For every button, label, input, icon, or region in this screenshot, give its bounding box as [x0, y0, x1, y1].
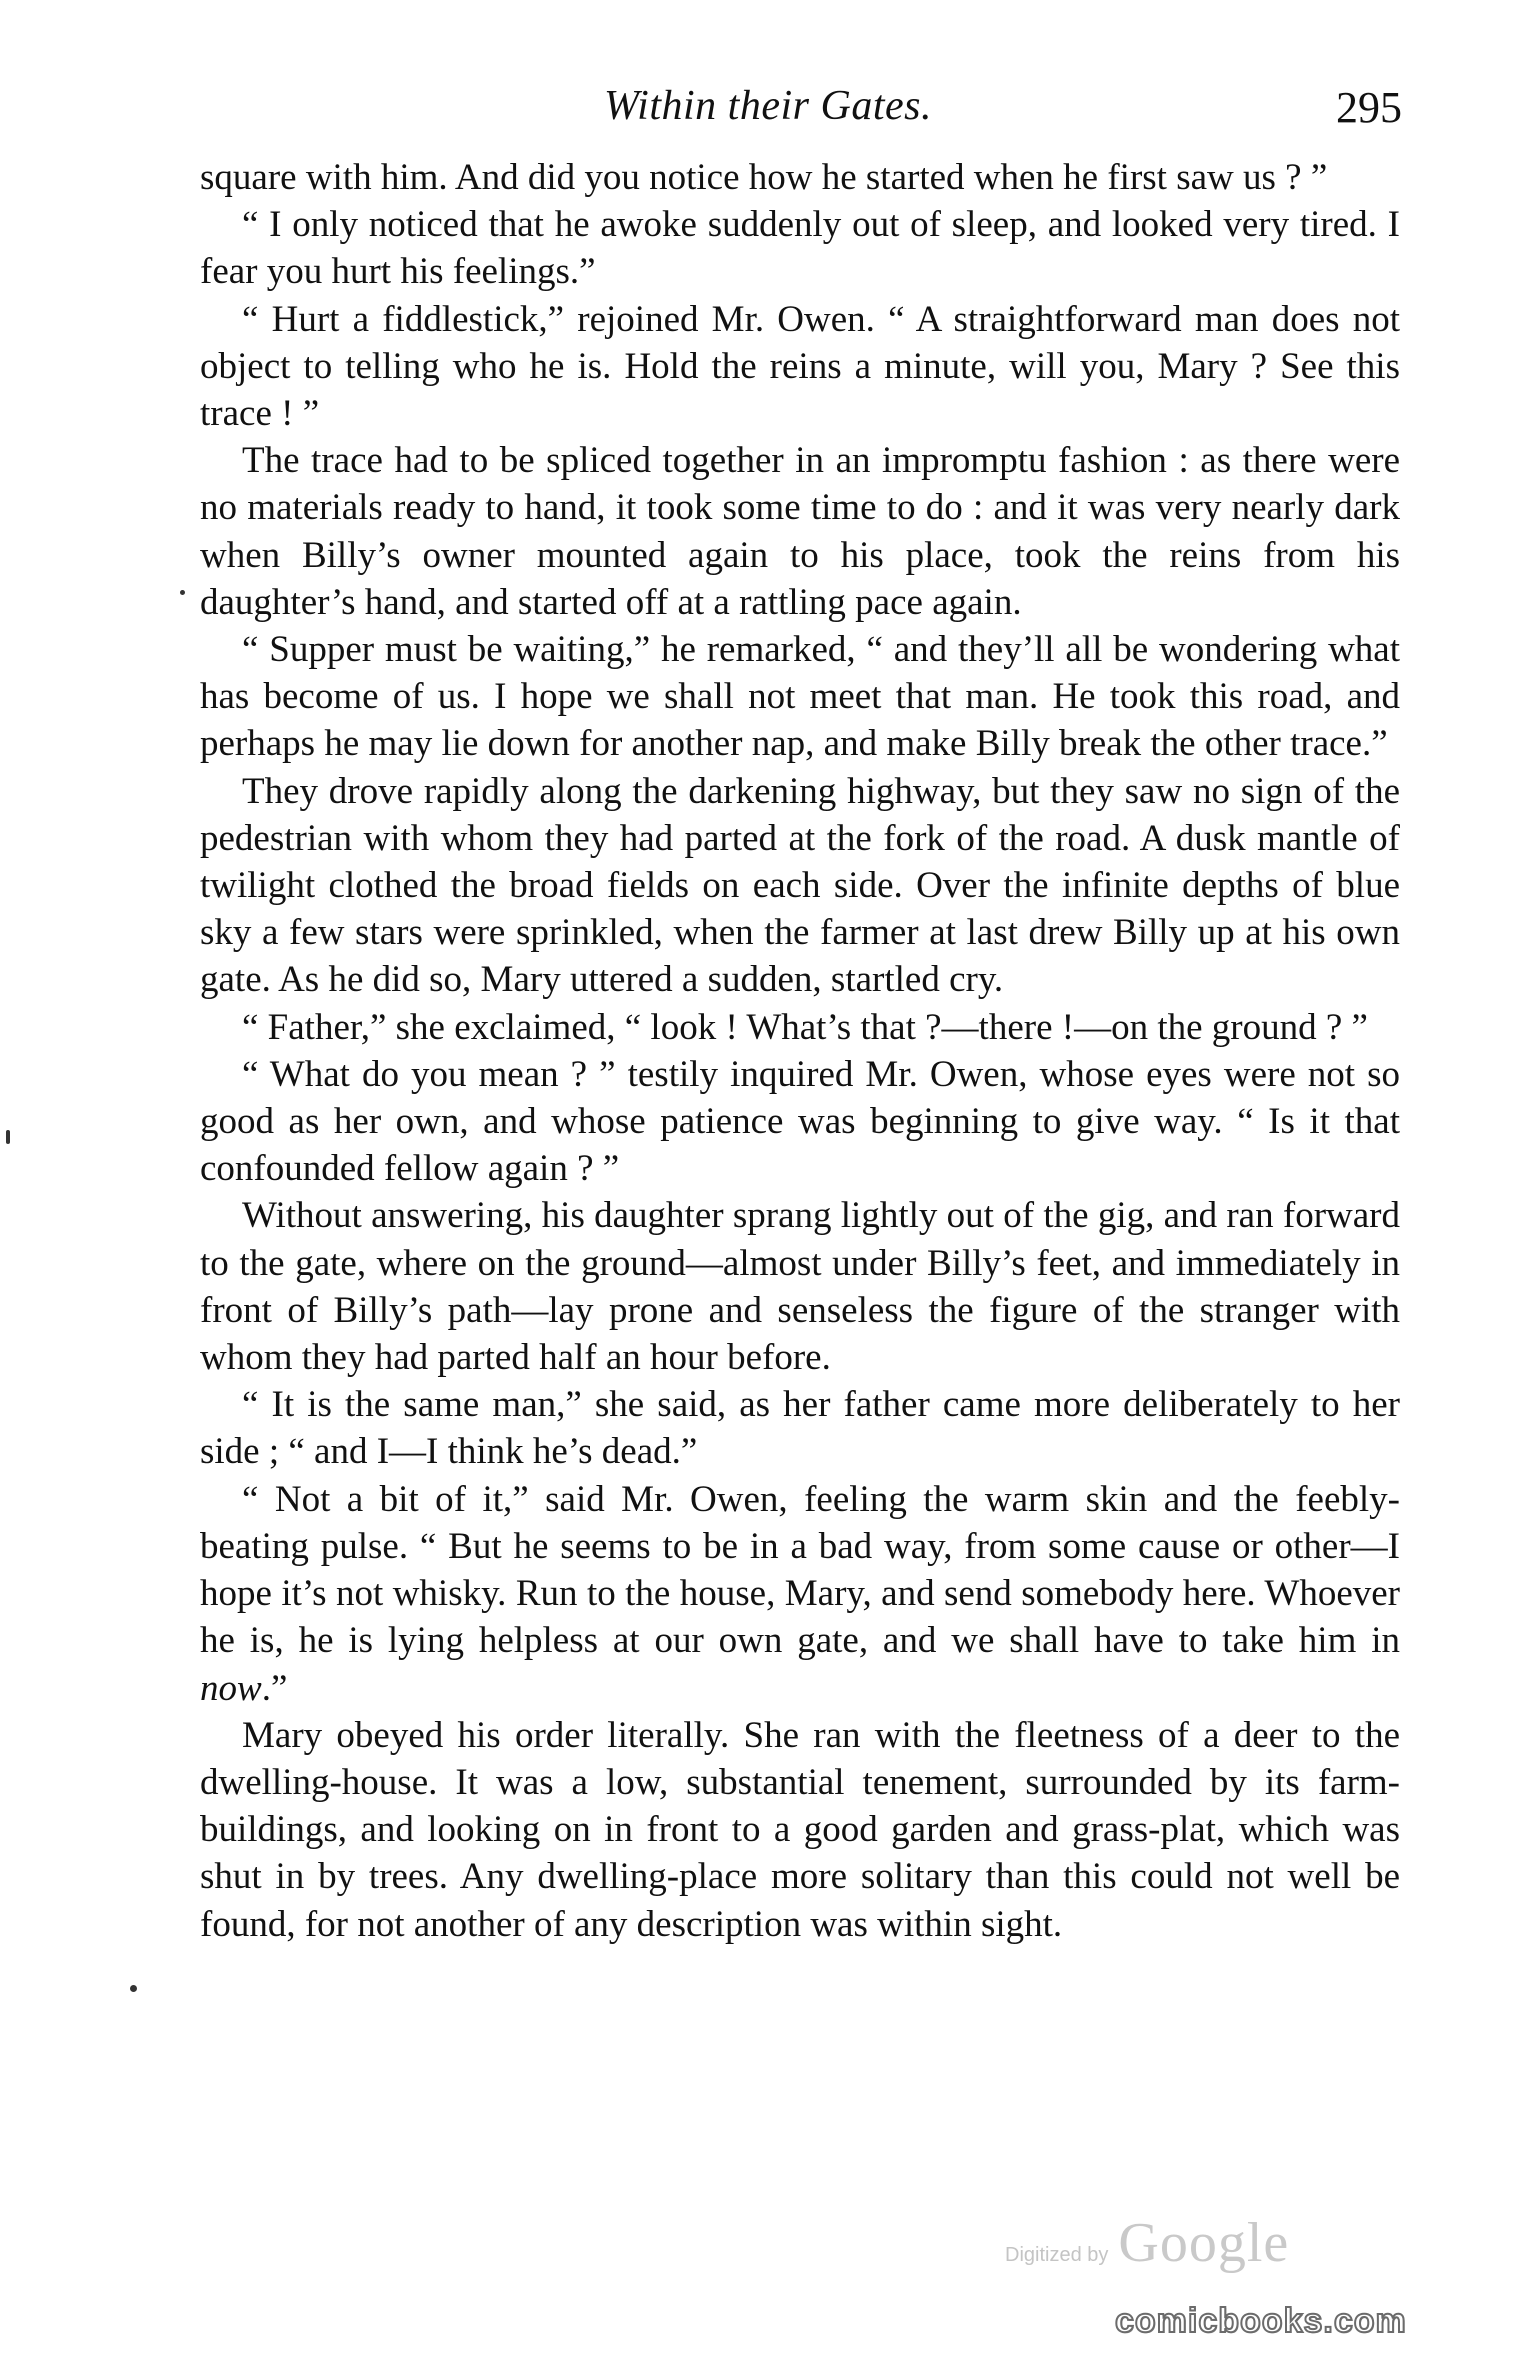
- digitized-by-label: Digitized by: [1005, 2244, 1109, 2266]
- print-speck: [130, 1985, 137, 1992]
- site-watermark: comicbooks.com: [1115, 2302, 1407, 2340]
- page-number: 295: [1336, 83, 1402, 132]
- paragraph: “ Not a bit of it,” said Mr. Owen, feeling the warm skin and the feebly-beating pulse. “ But he seems to be in a bad way, from some cause or other—I hope it’s not whisky. Run to the house, Mary, and send somebody here. Whoever he is, he is lying helpless at our own gate, and we shall have to take him in now.”: [200, 1478, 1400, 1709]
- running-title: Within their Gates.: [604, 83, 932, 129]
- paragraph: square with him. And did you notice how he started when he first saw us ? ”: [200, 157, 1328, 198]
- digitized-watermark: [1005, 2212, 1290, 2275]
- print-speck: [6, 1130, 10, 1144]
- paragraph: Without answering, his daughter sprang lightly out of the gig, and ran forward to the gate, where on the ground—almost under Billy’s feet, and immediately in front of Billy’s path—lay prone and senseless the figure of the stranger with whom they had parted half an hour before.: [200, 1195, 1400, 1379]
- paragraph: They drove rapidly along the darkening highway, but they saw no sign of the pedestrian with whom they had parted at the fork of the road. A dusk mantle of twilight clothed the broad fields on each side. Over the infinite depths of blue sky a few stars were sprinkled, when the farmer at last drew Billy up at his own gate. As he did so, Mary uttered a sudden, startled cry.: [200, 770, 1400, 1001]
- emphasis: now: [200, 1667, 262, 1709]
- paragraph: “ Supper must be waiting,” he remarked, “ and they’ll all be wondering what has become of us. I hope we shall not meet that man. He took this road, and perhaps he may lie down for another nap, and make Billy break the other trace.”: [200, 629, 1400, 765]
- paragraph: “ I only noticed that he awoke suddenly out of sleep, and looked very tired. I fear you hurt his feelings.”: [200, 204, 1400, 293]
- paragraph: Mary obeyed his order literally. She ran with the fleetness of a deer to the dwelling-house. It was a low, substantial tenement, surrounded by its farm-buildings, and looking on in front to a good garden and grass-plat, which was shut in by trees. Any dwelling-place more solitary than this could not well be found, for not another of any description was within sight.: [200, 1714, 1400, 1945]
- print-speck: [180, 590, 185, 595]
- google-logo-text: Google: [1118, 2212, 1290, 2274]
- paragraph: “ It is the same man,” she said, as her father came more deliberately to her side ; “ and I—I think he’s dead.”: [200, 1384, 1400, 1473]
- paragraph: “ Father,” she exclaimed, “ look ! What’s that ?—there !—on the ground ? ”: [242, 1006, 1368, 1048]
- paragraph: “ What do you mean ? ” testily inquired Mr. Owen, whose eyes were not so good as her own, and whose patience was beginning to give way. “ Is it that confounded fellow again ? ”: [200, 1053, 1400, 1190]
- page-header: [200, 78, 1410, 138]
- text-body: [200, 154, 1400, 1948]
- paragraph: The trace had to be spliced together in an impromptu fashion : as there were no materials ready to hand, it took some time to do : and it was very nearly dark when Billy’s owner mounted again to his place, took the reins from his daughter’s hand, and started off at a rattling pace again.: [200, 440, 1400, 623]
- paragraph: “ Hurt a fiddlestick,” rejoined Mr. Owen. “ A straightforward man does not object to telling who he is. Hold the reins a minute, will you, Mary ? See this trace ! ”: [200, 298, 1400, 435]
